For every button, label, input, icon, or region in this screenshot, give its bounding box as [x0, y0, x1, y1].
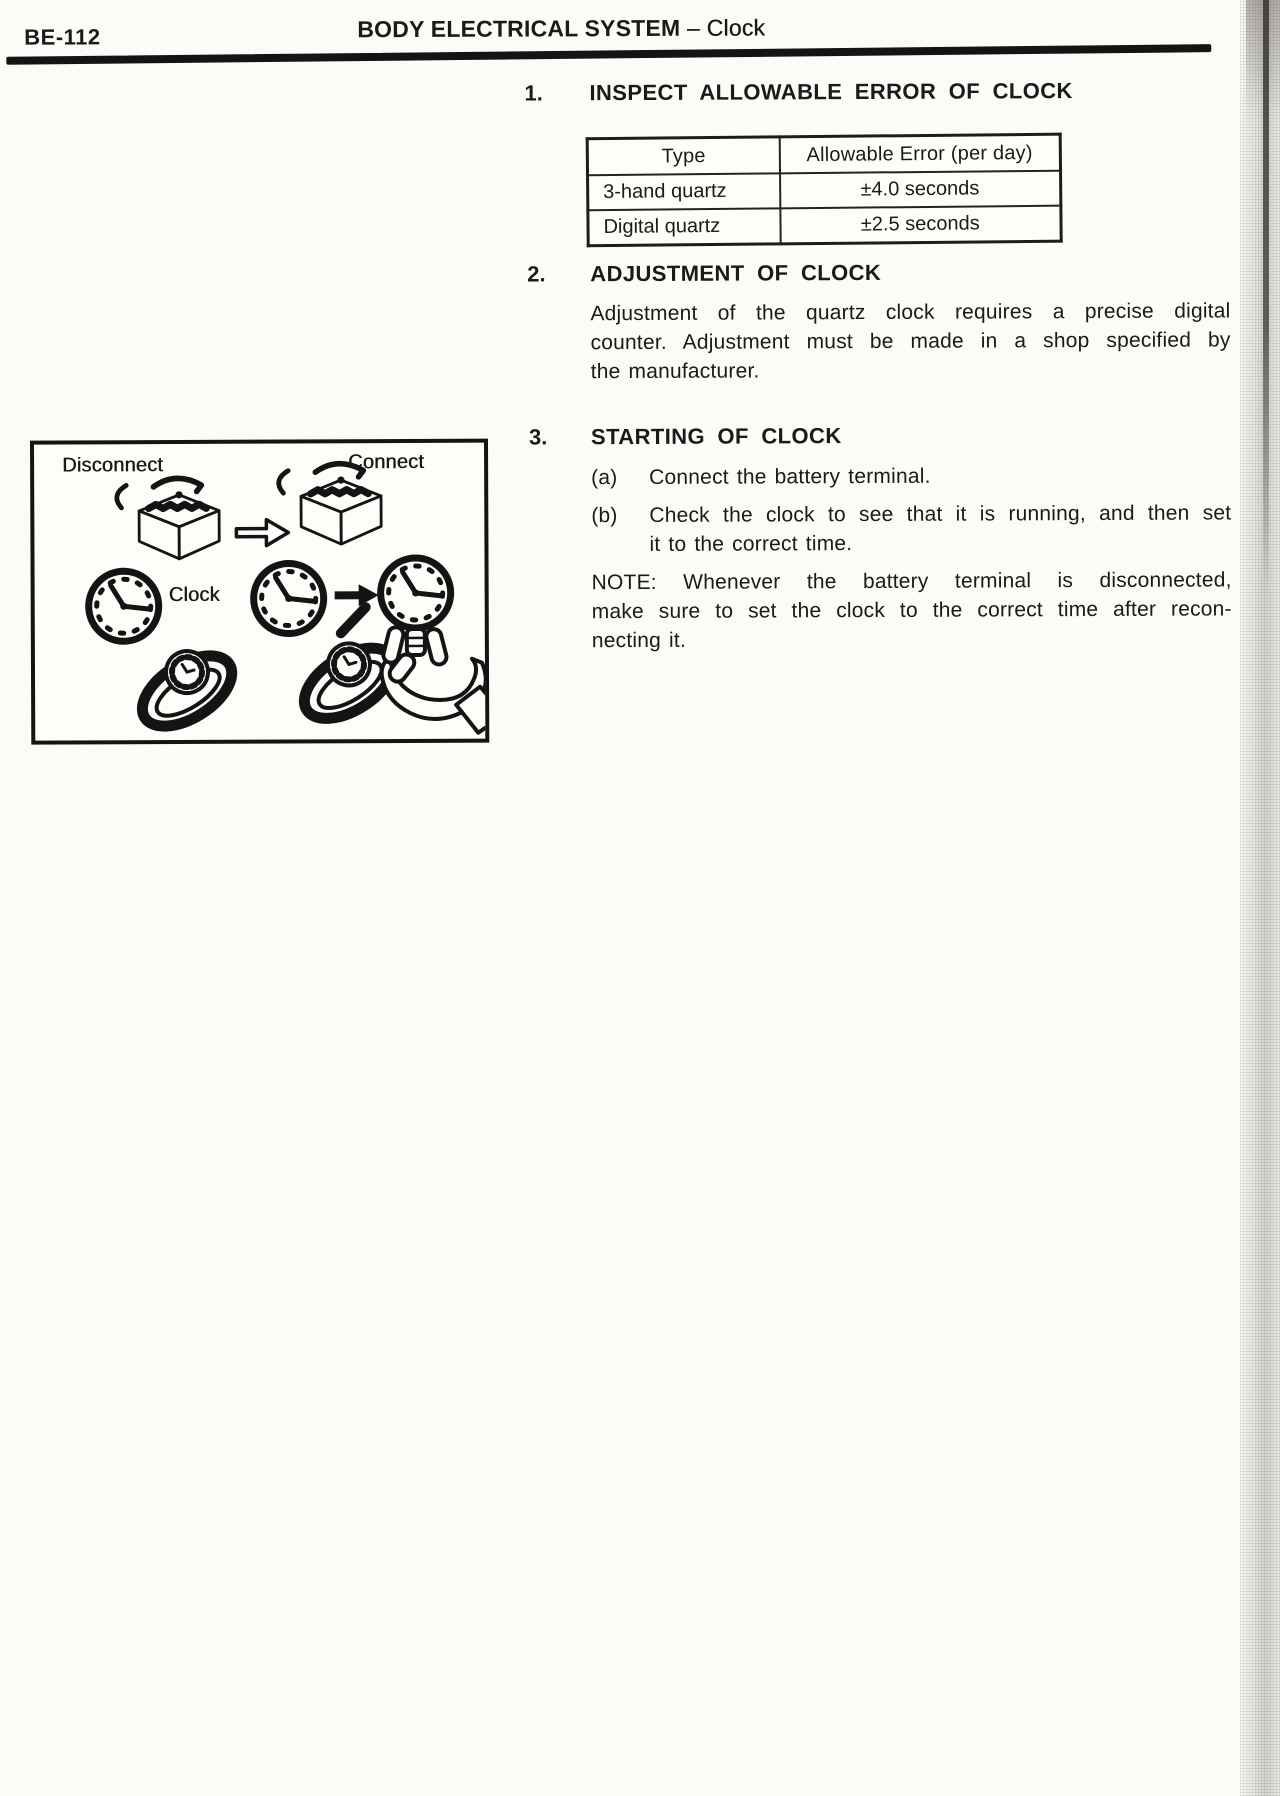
clock-icon	[381, 558, 451, 628]
hand-icon	[381, 625, 485, 733]
paragraph-line: Adjustment of the quartz clock requires a precise digital	[590, 299, 1231, 326]
note-line: necting it.	[591, 628, 687, 653]
step-b-line: Check the clock to see that it is running, and then set	[649, 501, 1232, 527]
figure-label-connect: Connect	[348, 450, 425, 474]
step-b-line: it to the correct time.	[649, 532, 853, 556]
note-paragraph	[592, 565, 1232, 655]
section-2-number: 2.	[527, 261, 546, 287]
solid-arrow-icon	[335, 584, 379, 606]
wristwatch-icon	[125, 633, 244, 740]
clock-battery-figure	[30, 439, 489, 745]
figure-artwork	[34, 443, 485, 741]
step-b-text	[649, 498, 1231, 559]
table-row	[588, 171, 1061, 211]
header-rule	[6, 44, 1211, 65]
figure-label-disconnect: Disconnect	[62, 454, 164, 477]
note-label: NOTE:	[591, 570, 657, 595]
section-1-number: 1.	[524, 80, 543, 106]
paragraph-line: the manufacturer.	[590, 359, 760, 384]
table-header-row	[587, 134, 1060, 175]
clock-icon	[89, 571, 159, 641]
step-a-label: (a)	[591, 466, 618, 490]
note-line: make sure to set the clock to the correct time after recon-	[591, 597, 1232, 624]
page-title-main: BODY ELECTRICAL SYSTEM	[357, 14, 681, 43]
step-b-label: (b)	[591, 504, 618, 528]
section-2-paragraph	[590, 296, 1230, 386]
figure-label-clock: Clock	[168, 583, 220, 607]
table-cell-error: ±2.5 seconds	[780, 206, 1061, 244]
page-title-suffix: – Clock	[686, 14, 766, 41]
table-header-type: Type	[587, 137, 779, 175]
table-cell-type: Digital quartz	[588, 208, 780, 245]
note-line	[592, 565, 1232, 597]
page-title	[326, 14, 796, 43]
battery-icon	[279, 464, 382, 545]
table-cell-type: 3-hand quartz	[588, 173, 780, 210]
clock-icon	[254, 563, 324, 633]
table-cell-error: ±4.0 seconds	[780, 171, 1061, 209]
page-edge-texture	[1240, 0, 1280, 1796]
crown	[407, 629, 425, 655]
adjusted-clock-group	[381, 558, 486, 734]
note-text: Whenever the battery terminal is disconnected,	[683, 568, 1232, 594]
adjust-slash	[341, 607, 366, 633]
battery-icon	[117, 478, 220, 559]
open-arrow-icon	[236, 520, 288, 546]
page-code: BE-112	[24, 24, 101, 50]
section-3-number: 3.	[528, 424, 548, 450]
finger	[425, 627, 448, 666]
allowable-error-table	[586, 133, 1063, 248]
step-a-text: Connect the battery terminal.	[649, 464, 931, 489]
section-1-heading: INSPECT ALLOWABLE ERROR OF CLOCK	[589, 78, 1073, 106]
table-header-error: Allowable Error (per day)	[779, 134, 1060, 173]
section-2-heading: ADJUSTMENT OF CLOCK	[590, 259, 882, 287]
table-row	[588, 206, 1061, 246]
section-3-heading: STARTING OF CLOCK	[590, 423, 842, 450]
paragraph-line: counter. Adjustment must be made in a shop specified by	[590, 328, 1231, 355]
page-edge-dark-line	[1263, 0, 1269, 590]
